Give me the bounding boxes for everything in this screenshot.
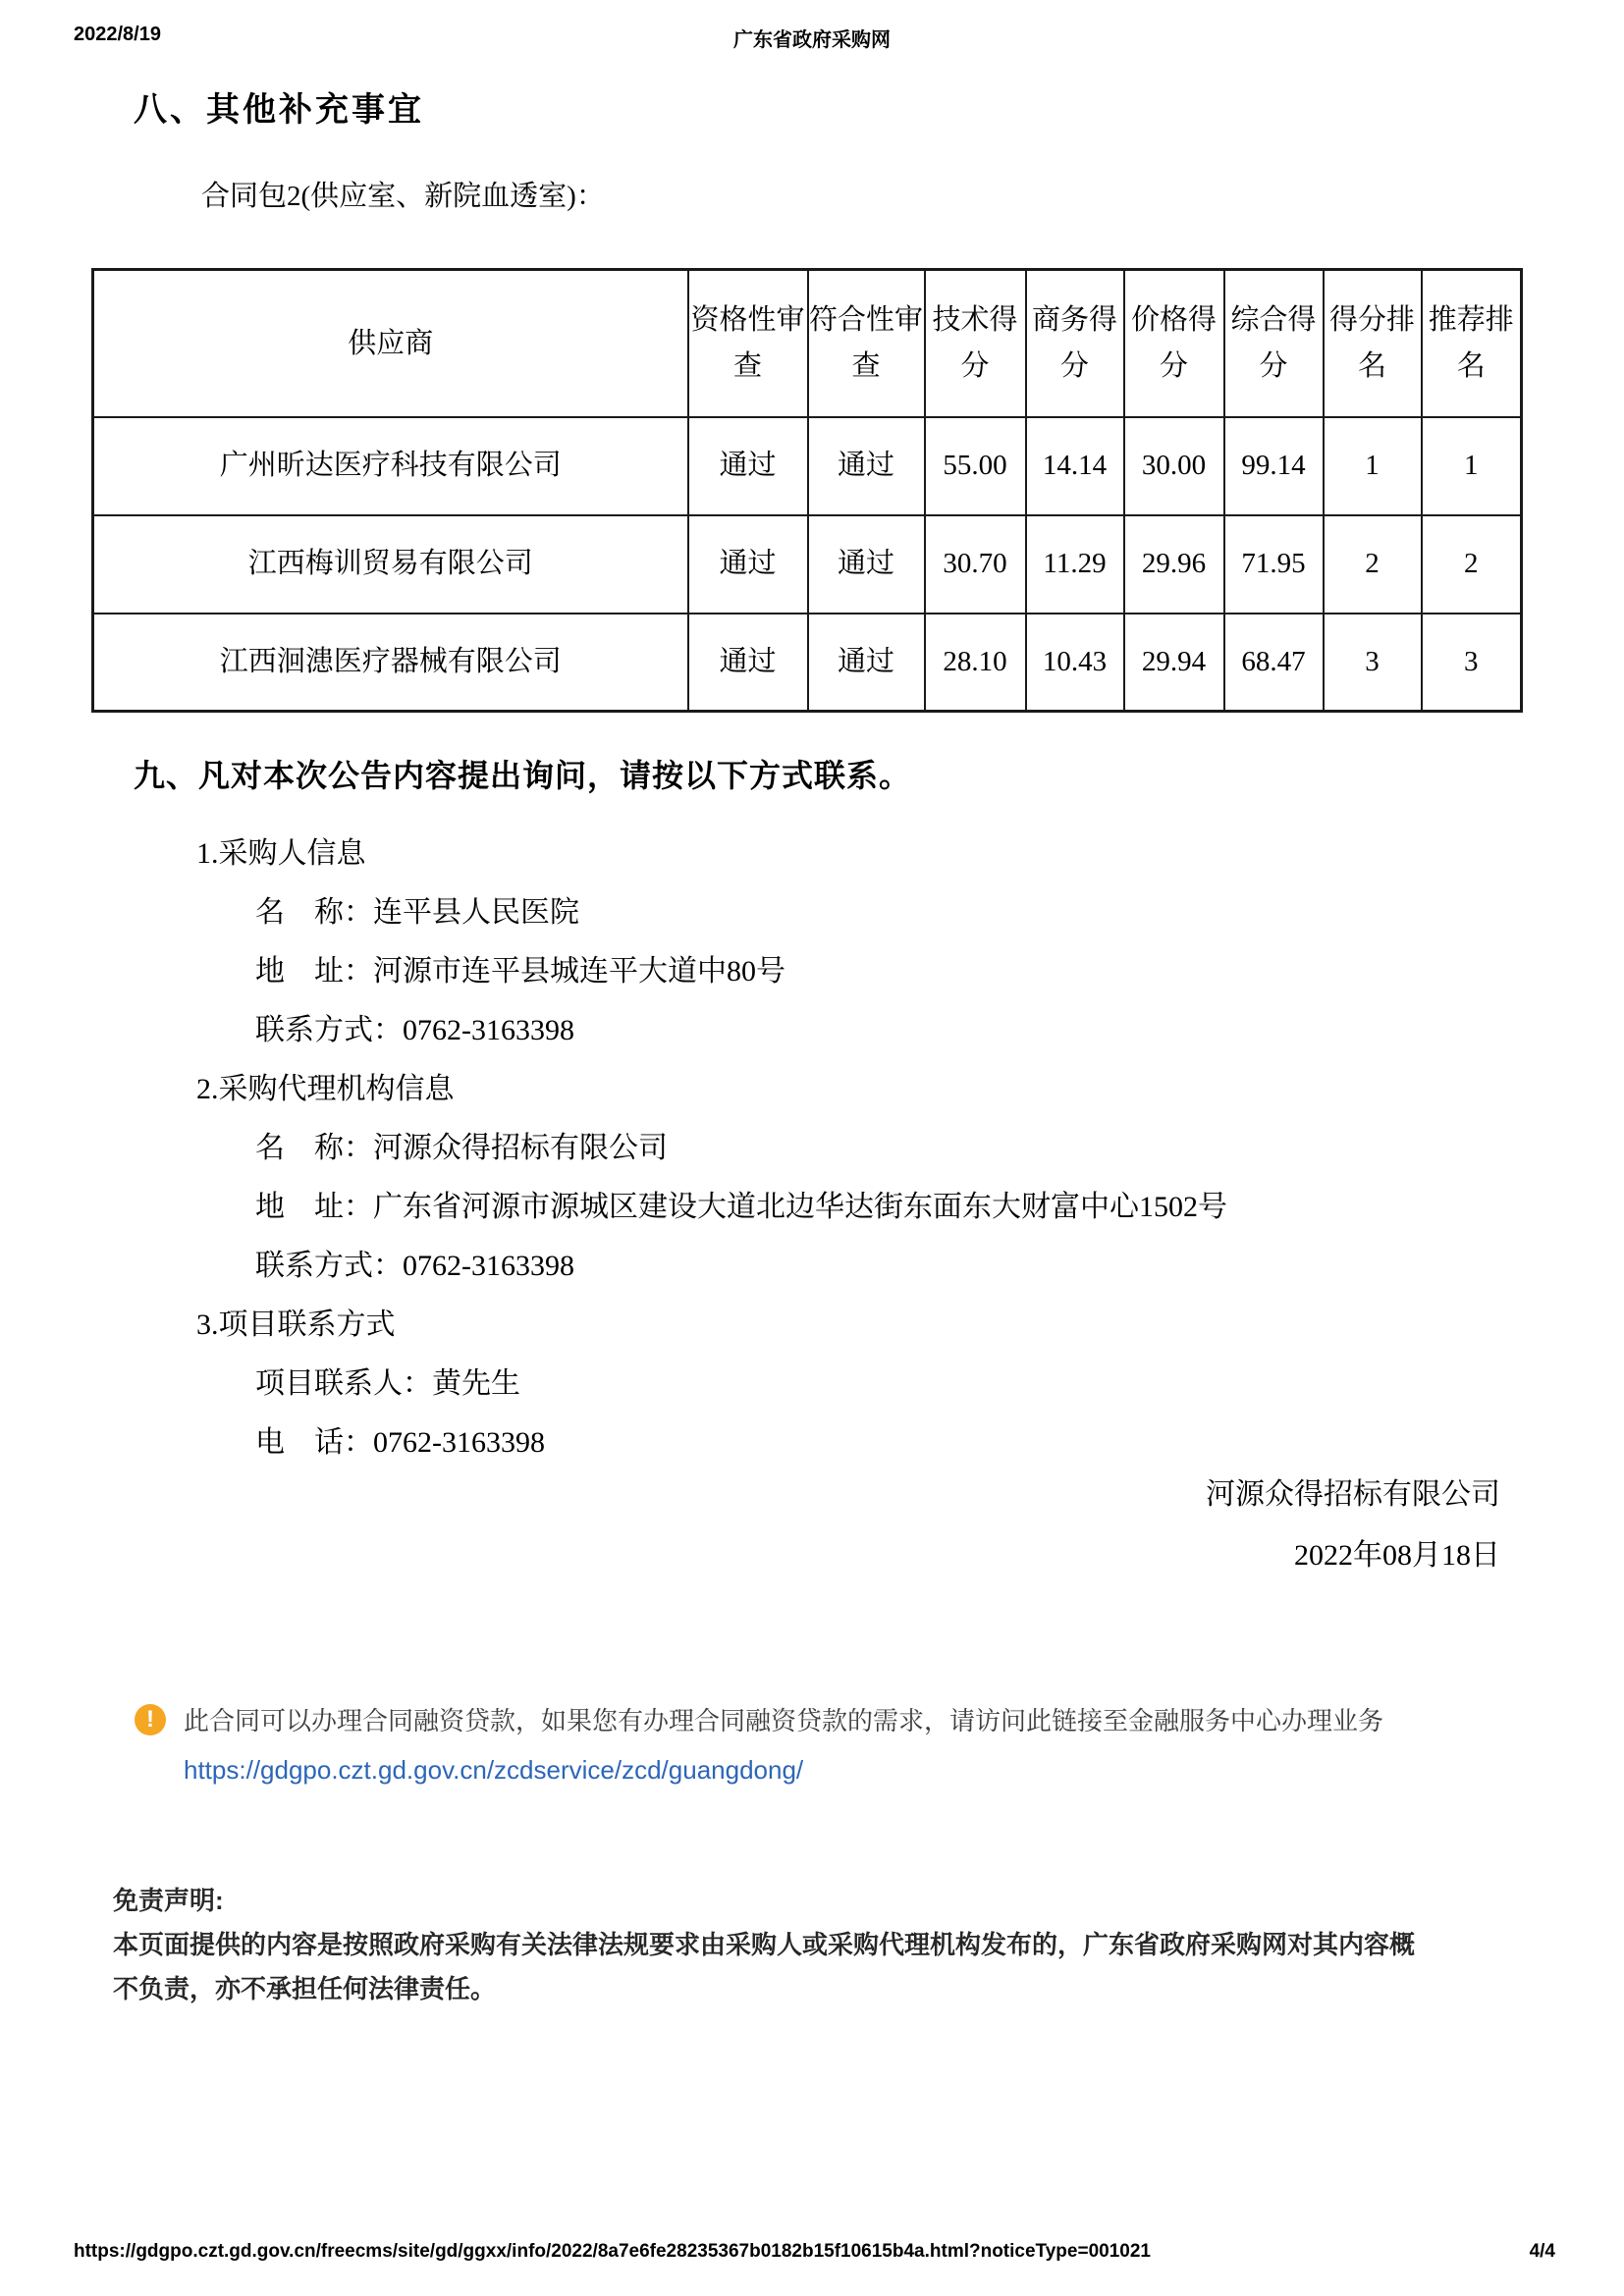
- site-title: 广东省政府采购网: [733, 29, 891, 51]
- qualification-review-value: 通过: [688, 417, 808, 515]
- exclamation-circle-icon: [135, 1704, 166, 1735]
- table-row: [93, 614, 1522, 712]
- compliance-review-value: 通过: [808, 417, 925, 515]
- project-contact-phone: 电 话：0762-3163398: [255, 1426, 545, 1459]
- disclaimer-body: 本页面提供的内容是按照政府采购有关法律法规要求由采购人或采购代理机构发布的，广东省政府采购网对其内容概不负责，亦不承担任何法律责任。: [113, 1930, 1416, 2003]
- package-label: 合同包2(供应室、新院血透室)：: [201, 181, 605, 212]
- recommend-rank-value: 2: [1422, 515, 1522, 614]
- finance-notice-text: 此合同可以办理合同融资贷款，如果您有办理合同融资贷款的需求，请访问此链接至金融服务中心办理业务: [184, 1706, 1384, 1735]
- business-score-value: 11.29: [1026, 515, 1124, 614]
- col-header-qualification-review: 资格性审查: [688, 270, 808, 417]
- page-number: 4/4: [1529, 2241, 1555, 2262]
- project-contact-person: 项目联系人：黄先生: [255, 1367, 520, 1400]
- project-contact-title: 3.项目联系方式: [196, 1308, 396, 1341]
- purchaser-address: 地 址：河源市连平县城连平大道中80号: [255, 955, 785, 988]
- comprehensive-score-value: 71.95: [1224, 515, 1324, 614]
- footer-url: https://gdgpo.czt.gd.gov.cn/freecms/site/gd/ggxx/info/2022/8a7e6fe28235367b0182b15f10615b4a.html?noticeType=001021: [74, 2241, 1151, 2262]
- section-9-heading: 九、凡对本次公告内容提出询问，请按以下方式联系。: [134, 758, 912, 793]
- supplier-name: 江西梅训贸易有限公司: [93, 515, 688, 614]
- disclaimer-block: [113, 1879, 1434, 2011]
- section-8-heading: 八、其他补充事宜: [134, 92, 424, 129]
- qualification-review-value: 通过: [688, 614, 808, 712]
- technical-score-value: 55.00: [925, 417, 1026, 515]
- price-score-value: 29.96: [1124, 515, 1224, 614]
- col-header-recommend-rank: 推荐排名: [1422, 270, 1522, 417]
- business-score-value: 10.43: [1026, 614, 1124, 712]
- agency-info-title: 2.采购代理机构信息: [196, 1073, 455, 1105]
- print-footer: [74, 2241, 1555, 2263]
- purchaser-info-title: 1.采购人信息: [196, 837, 366, 870]
- qualification-review-value: 通过: [688, 515, 808, 614]
- finance-service-link[interactable]: https://gdgpo.czt.gd.gov.cn/zcdservice/zcd/guangdong/: [184, 1755, 804, 1785]
- contact-info-block: [0, 825, 1624, 1472]
- compliance-review-value: 通过: [808, 515, 925, 614]
- price-score-value: 29.94: [1124, 614, 1224, 712]
- agency-name: 名 称：河源众得招标有限公司: [255, 1132, 668, 1164]
- signature-company: 河源众得招标有限公司: [1206, 1478, 1500, 1511]
- col-header-technical-score: 技术得分: [925, 270, 1026, 417]
- col-header-compliance-review: 符合性审查: [808, 270, 925, 417]
- price-score-value: 30.00: [1124, 417, 1224, 515]
- col-header-supplier: 供应商: [93, 270, 688, 417]
- supplier-name: 广州昕达医疗科技有限公司: [93, 417, 688, 515]
- table-row: [93, 417, 1522, 515]
- table-row: [93, 515, 1522, 614]
- score-rank-value: 2: [1324, 515, 1422, 614]
- col-header-business-score: 商务得分: [1026, 270, 1124, 417]
- table-header-row: [93, 270, 1522, 417]
- col-header-price-score: 价格得分: [1124, 270, 1224, 417]
- signature-date: 2022年08月18日: [1294, 1539, 1500, 1572]
- col-header-comprehensive-score: 综合得分: [1224, 270, 1324, 417]
- score-rank-value: 3: [1324, 614, 1422, 712]
- compliance-review-value: 通过: [808, 614, 925, 712]
- score-table: [91, 268, 1523, 713]
- agency-address: 地 址：广东省河源市源城区建设大道北边华达街东面东大财富中心1502号: [255, 1191, 1227, 1223]
- print-header-date: 2022/8/19: [74, 24, 161, 45]
- disclaimer-title: 免责声明:: [113, 1886, 224, 1915]
- comprehensive-score-value: 68.47: [1224, 614, 1324, 712]
- technical-score-value: 28.10: [925, 614, 1026, 712]
- comprehensive-score-value: 99.14: [1224, 417, 1324, 515]
- recommend-rank-value: 3: [1422, 614, 1522, 712]
- supplier-name: 江西洄漶医疗器械有限公司: [93, 614, 688, 712]
- finance-notice: [135, 1701, 1509, 1786]
- agency-contact: 联系方式：0762-3163398: [255, 1250, 574, 1282]
- purchaser-contact: 联系方式：0762-3163398: [255, 1014, 574, 1046]
- business-score-value: 14.14: [1026, 417, 1124, 515]
- signature-block: [1206, 1465, 1500, 1586]
- technical-score-value: 30.70: [925, 515, 1026, 614]
- col-header-score-rank: 得分排名: [1324, 270, 1422, 417]
- score-rank-value: 1: [1324, 417, 1422, 515]
- purchaser-name: 名 称：连平县人民医院: [255, 896, 579, 929]
- recommend-rank-value: 1: [1422, 417, 1522, 515]
